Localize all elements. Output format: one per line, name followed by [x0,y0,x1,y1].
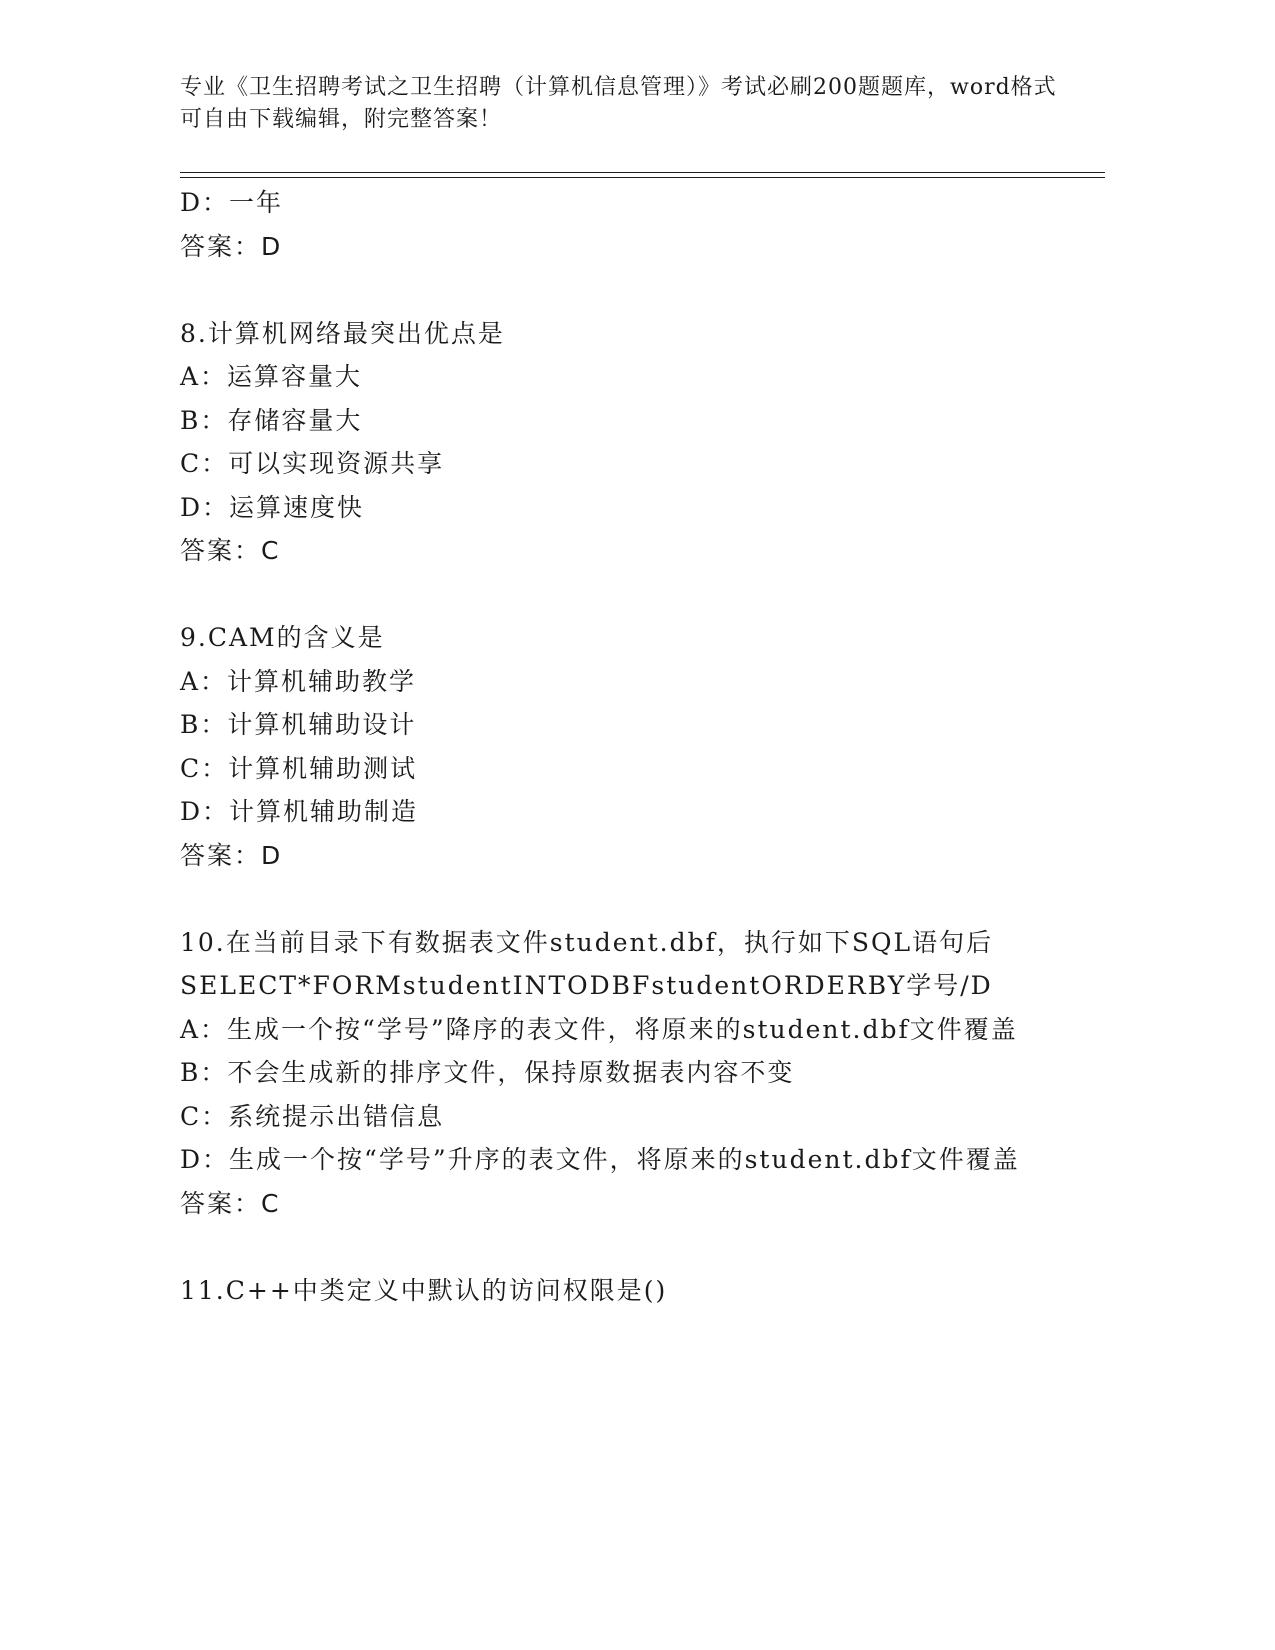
q9-option-d: D：计算机辅助制造 [180,797,419,826]
prev-answer: 答案：D [180,231,283,261]
q10-option-a: A：生成一个按“学号”降序的表文件，将原来的student.dbf文件覆盖 [180,1014,1018,1044]
q9-option-b: B：计算机辅助设计 [180,710,417,739]
q10-option-b: B：不会生成新的排序文件，保持原数据表内容不变 [180,1058,795,1087]
q10-option-c: C：系统提示出错信息 [180,1101,445,1131]
q9-answer: 答案：D [180,840,283,870]
q10-answer: 答案：C [180,1188,281,1218]
q8-answer: 答案：C [180,536,281,565]
q11-stem: 11.C++中类定义中默认的访问权限是() [180,1275,668,1305]
q8-option-c: C：可以实现资源共享 [180,449,445,478]
q8-option-b: B：存储容量大 [180,405,363,435]
prev-option-d: D：一年 [180,188,284,217]
q10-stem-line1: 10.在当前目录下有数据表文件student.dbf，执行如下SQL语句后 [180,927,994,957]
document-header: 专业《卫生招聘考试之卫生招聘（计算机信息管理）》考试必刷200题题库，word格式可自由下载编辑，附完整答案！ [180,75,1057,132]
q8-stem: 8.计算机网络最突出优点是 [180,318,505,348]
q8-option-a: A：运算容量大 [180,362,363,391]
q9-option-a: A：计算机辅助教学 [180,666,417,696]
q10-stem-line2: SELECT*FORMstudentINTODBFstudentORDERBY学号/D [180,971,993,1000]
header-rule-bottom [180,177,1105,178]
q8-option-d: D：运算速度快 [180,492,365,522]
q10-option-d: D：生成一个按“学号”升序的表文件，将原来的student.dbf文件覆盖 [180,1145,1020,1174]
q9-option-c: C：计算机辅助测试 [180,753,418,783]
header-rule-top [180,172,1105,173]
question-content [180,181,1040,1312]
q9-stem: 9.CAM的含义是 [180,623,385,652]
